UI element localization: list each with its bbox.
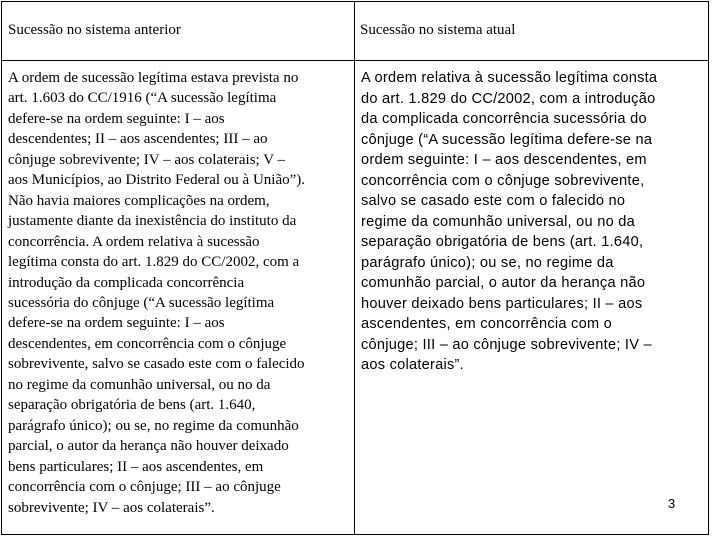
text-line: legítima consta do art. 1.829 do CC/2002, com a xyxy=(8,254,300,271)
text-line: Não havia maiores complicações na ordem, xyxy=(8,192,270,209)
text-line: bens particulares; II – aos ascendentes, em xyxy=(8,458,264,475)
text-line: descendentes, em concorrência com o cônjuge xyxy=(8,335,287,352)
text-line: defere-se na ordem seguinte: I – aos xyxy=(8,315,225,332)
previous-system-text xyxy=(8,68,350,518)
current-system-text xyxy=(361,68,701,376)
text-line: salvo se casado este com o falecido no xyxy=(361,193,626,209)
text-line: defere-se na ordem seguinte: I – aos xyxy=(8,110,225,127)
text-line: A ordem de sucessão legítima estava prevista no xyxy=(8,70,299,86)
text-line: concorrência. A ordem relativa à sucessão xyxy=(8,233,260,250)
header-current-system: Sucessão no sistema atual xyxy=(360,22,516,38)
text-line: separação obrigatória de bens (art. 1.640, xyxy=(361,234,644,250)
text-line: parágrafo único); ou se, no regime da xyxy=(361,254,614,271)
text-line: parágrafo único); ou se, no regime da comunhão xyxy=(8,417,299,434)
text-line: comunhão parcial, o autor da herança não xyxy=(361,275,646,291)
comparison-table xyxy=(1,1,709,535)
text-line: da complicada concorrência sucessória do xyxy=(361,111,647,127)
text-line: descendentes; II – aos ascendentes; III – ao xyxy=(8,131,268,148)
text-line: justamente diante da inexistência do instituto da xyxy=(8,213,297,230)
text-line: sucessória do cônjuge (“A sucessão legítima xyxy=(8,294,275,311)
text-line: houver deixado bens particulares; II – aos xyxy=(361,295,643,312)
text-line: introdução da complicada concorrência xyxy=(8,274,245,291)
text-line: do art. 1.829 do CC/2002, com a introdução xyxy=(361,90,656,107)
text-line: aos colaterais”. xyxy=(361,357,464,373)
text-line: cônjuge; III – ao cônjuge sobrevivente; IV – xyxy=(361,336,652,353)
text-line: parcial, o autor da herança não houver deixado xyxy=(8,438,289,455)
text-line: regime da comunhão universal, ou no da xyxy=(361,213,635,230)
text-line: aos Municípios, ao Distrito Federal ou à União”). xyxy=(8,172,306,189)
text-line: sobrevivente; IV – aos colaterais”. xyxy=(8,499,215,516)
header-previous-system: Sucessão no sistema anterior xyxy=(8,22,181,38)
text-line: cônjuge sobrevivente; IV – aos colaterais; V – xyxy=(8,151,286,168)
column-divider xyxy=(354,2,355,534)
text-line: sobrevivente, salvo se casado este com o falecido xyxy=(8,356,305,373)
text-line: ascendentes, em concorrência com o xyxy=(361,316,613,332)
text-line: concorrência com o cônjuge sobrevivente, xyxy=(361,172,645,189)
text-line: art. 1.603 do CC/1916 (“A sucessão legítima xyxy=(8,90,277,107)
page-number: 3 xyxy=(668,496,676,511)
header-divider xyxy=(2,60,708,61)
text-line: separação obrigatória de bens (art. 1.640, xyxy=(8,397,256,414)
text-line: concorrência com o cônjuge; III – ao cônjuge xyxy=(8,479,281,496)
text-line: cônjuge (“A sucessão legítima defere-se na xyxy=(361,131,653,148)
text-line: no regime da comunhão universal, ou no da xyxy=(8,376,271,393)
text-line: A ordem relativa à sucessão legítima consta xyxy=(361,70,658,86)
text-line: ordem seguinte: I – aos descendentes, em xyxy=(361,152,647,168)
